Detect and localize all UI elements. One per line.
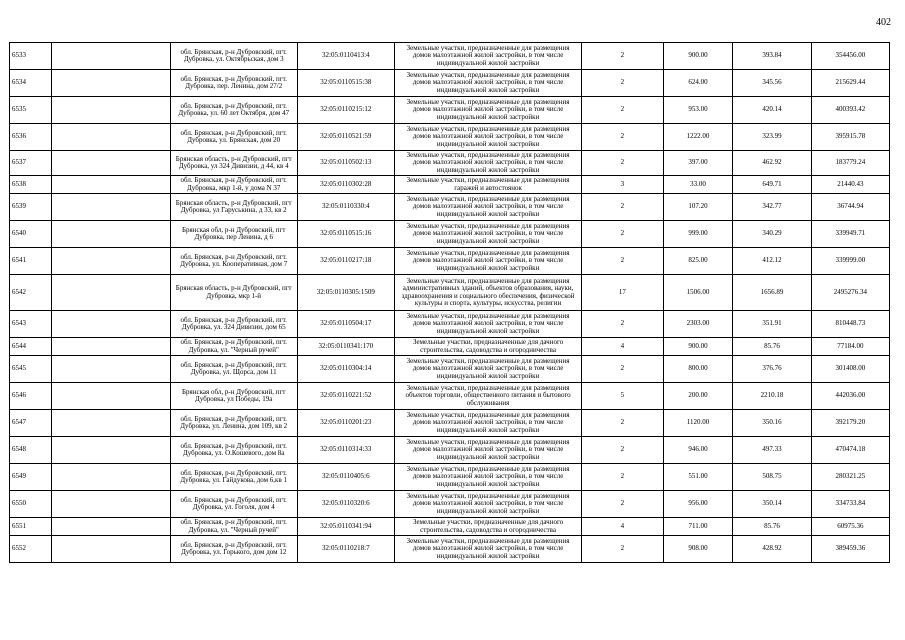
empty-cell [52, 248, 170, 275]
row-number: 6551 [10, 518, 52, 536]
specific-value-cell: 1656.89 [733, 275, 811, 311]
group-code-cell: 2 [582, 97, 663, 124]
empty-cell [52, 221, 170, 248]
area-cell: 999.00 [663, 221, 733, 248]
cadastral-value-cell: 400393.42 [811, 97, 889, 124]
empty-cell [52, 356, 170, 383]
area-cell: 711.00 [663, 518, 733, 536]
area-cell: 200.00 [663, 383, 733, 410]
cadastral-number-cell: 32:05:0110341:170 [297, 338, 394, 356]
group-code-cell: 2 [582, 151, 663, 176]
cadastral-number-cell: 32:05:0110217:18 [297, 248, 394, 275]
cadastral-value-cell: 215629.44 [811, 70, 889, 97]
address-cell: Брянская область, р-н Дубровский, пгт Дубровка, ул 324 Дивизии, д 44, кв 4 [170, 151, 297, 176]
specific-value-cell: 420.14 [733, 97, 811, 124]
table-row [10, 124, 890, 151]
specific-value-cell: 508.75 [733, 464, 811, 491]
specific-value-cell: 351.91 [733, 311, 811, 338]
area-cell: 624.00 [663, 70, 733, 97]
cadastral-number-cell: 32:05:0110341:94 [297, 518, 394, 536]
row-number: 6550 [10, 491, 52, 518]
land-use-cell: Земельные участки, предназначенные для размещения домов малоэтажной жилой застройки, в том числе индивидуальной жилой застройки [394, 464, 581, 491]
land-use-cell: Земельные участки, предназначенные для размещения домов малоэтажной жилой застройки, в том числе индивидуальной жилой застройки [394, 491, 581, 518]
group-code-cell: 2 [582, 311, 663, 338]
empty-cell [52, 43, 170, 70]
group-code-cell: 2 [582, 410, 663, 437]
cadastral-number-cell: 32:05:0110330:4 [297, 194, 394, 221]
cadastral-number-cell: 32:05:0110218:7 [297, 536, 394, 563]
address-cell: обл. Брянская, р-н Дубровский, пгт. Дубровка, ул. Ленина, дом 109, кв 2 [170, 410, 297, 437]
area-cell: 33.00 [663, 176, 733, 194]
table-row [10, 491, 890, 518]
address-cell: Брянская обл, р-н Дубровский, пгт Дубровка, ул Победы, 19а [170, 383, 297, 410]
cadastral-value-cell: 470474.18 [811, 437, 889, 464]
table-row [10, 97, 890, 124]
land-use-cell: Земельные участки, предназначенные для размещения домов малоэтажной жилой застройки, в том числе индивидуальной жилой застройки [394, 356, 581, 383]
group-code-cell: 2 [582, 437, 663, 464]
area-cell: 800.00 [663, 356, 733, 383]
specific-value-cell: 376.76 [733, 356, 811, 383]
cadastral-number-cell: 32:05:0110521:59 [297, 124, 394, 151]
table-row [10, 356, 890, 383]
area-cell: 2303.00 [663, 311, 733, 338]
row-number: 6548 [10, 437, 52, 464]
cadastral-value-cell: 339949.71 [811, 221, 889, 248]
group-code-cell: 2 [582, 491, 663, 518]
table-row [10, 410, 890, 437]
table-row [10, 464, 890, 491]
area-cell: 825.00 [663, 248, 733, 275]
cadastral-value-cell: 339999.00 [811, 248, 889, 275]
land-use-cell: Земельные участки, предназначенные для размещения домов малоэтажной жилой застройки, в том числе индивидуальной жилой застройки [394, 97, 581, 124]
empty-cell [52, 464, 170, 491]
row-number: 6542 [10, 275, 52, 311]
cadastral-number-cell: 32:05:0110201:23 [297, 410, 394, 437]
table-row [10, 383, 890, 410]
area-cell: 1222.00 [663, 124, 733, 151]
specific-value-cell: 340.29 [733, 221, 811, 248]
row-number: 6545 [10, 356, 52, 383]
group-code-cell: 17 [582, 275, 663, 311]
address-cell: обл. Брянская, р-н Дубровский, пгт. Дубровка, мкр 1-й, у дома N 37 [170, 176, 297, 194]
table-row [10, 176, 890, 194]
land-use-cell: Земельные участки, предназначенные для размещения домов малоэтажной жилой застройки, в том числе индивидуальной жилой застройки [394, 221, 581, 248]
cadastral-value-cell: 301408.00 [811, 356, 889, 383]
land-use-cell: Земельные участки, предназначенные для размещения домов малоэтажной жилой застройки, в том числе индивидуальной жилой застройки [394, 70, 581, 97]
address-cell: обл. Брянская, р-н Дубровский, пгт. Дубровка, ул. Брянская, дом 20 [170, 124, 297, 151]
cadastral-number-cell: 32:05:0110221:52 [297, 383, 394, 410]
row-number: 6533 [10, 43, 52, 70]
specific-value-cell: 462.92 [733, 151, 811, 176]
empty-cell [52, 338, 170, 356]
cadastral-value-cell: 389459.36 [811, 536, 889, 563]
cadastral-number-cell: 32:05:0110515:16 [297, 221, 394, 248]
group-code-cell: 5 [582, 383, 663, 410]
group-code-cell: 2 [582, 70, 663, 97]
address-cell: Брянская обл, р-н Дубровский, пгт Дубровка, пер Ленина, д 6 [170, 221, 297, 248]
table-row [10, 221, 890, 248]
empty-cell [52, 518, 170, 536]
group-code-cell: 4 [582, 518, 663, 536]
empty-cell [52, 311, 170, 338]
address-cell: обл. Брянская, р-н Дубровский, пгт. Дубровка, ул. "Черный ручей" [170, 518, 297, 536]
address-cell: Брянская область, р-н Дубровский, пгт Дубровка, мкр 1-й [170, 275, 297, 311]
empty-cell [52, 176, 170, 194]
cadastral-value-cell: 334733.84 [811, 491, 889, 518]
row-number: 6547 [10, 410, 52, 437]
cadastral-value-cell: 21440.43 [811, 176, 889, 194]
cadastral-number-cell: 32:05:0110320:6 [297, 491, 394, 518]
group-code-cell: 2 [582, 221, 663, 248]
table-row [10, 194, 890, 221]
area-cell: 551.00 [663, 464, 733, 491]
specific-value-cell: 393.84 [733, 43, 811, 70]
specific-value-cell: 85.76 [733, 518, 811, 536]
row-number: 6552 [10, 536, 52, 563]
row-number: 6536 [10, 124, 52, 151]
group-code-cell: 2 [582, 248, 663, 275]
address-cell: обл. Брянская, р-н Дубровский, пгт. Дубровка, ул. О.Кошевого, дом 8а [170, 437, 297, 464]
land-use-cell: Земельные участки, предназначенные для размещения домов малоэтажной жилой застройки, в том числе индивидуальной жилой застройки [394, 43, 581, 70]
specific-value-cell: 2210.18 [733, 383, 811, 410]
group-code-cell: 2 [582, 536, 663, 563]
specific-value-cell: 649.71 [733, 176, 811, 194]
address-cell: обл. Брянская, р-н Дубровский, пгт. Дубровка, пер. Ленина, дом 27/2 [170, 70, 297, 97]
land-use-cell: Земельные участки, предназначенные для дачного строительства, садоводства и огородничества [394, 518, 581, 536]
address-cell: обл. Брянская, р-н Дубровский, пгт. Дубровка, ул. 324 Дивизии, дом 65 [170, 311, 297, 338]
table-row [10, 43, 890, 70]
land-use-cell: Земельные участки, предназначенные для размещения объектов торговли, общественного питания и бытового обслуживания [394, 383, 581, 410]
land-use-cell: Земельные участки, предназначенные для размещения административных зданий, объектов образования, науки, здравоохранения и социального обеспечения, физической культуры и спорта, культуры, искусства, религии [394, 275, 581, 311]
address-cell: обл. Брянская, р-н Дубровский, пгт. Дубровка, ул. "Черный ручей" [170, 338, 297, 356]
area-cell: 397.00 [663, 151, 733, 176]
table-row [10, 518, 890, 536]
empty-cell [52, 124, 170, 151]
address-cell: обл. Брянская, р-н Дубровский, пгт. Дубровка, ул. Октябрьская, дом 3 [170, 43, 297, 70]
table-row [10, 248, 890, 275]
table-row [10, 338, 890, 356]
specific-value-cell: 342.77 [733, 194, 811, 221]
group-code-cell: 2 [582, 464, 663, 491]
group-code-cell: 2 [582, 194, 663, 221]
row-number: 6535 [10, 97, 52, 124]
row-number: 6539 [10, 194, 52, 221]
table-row [10, 536, 890, 563]
cadastral-number-cell: 32:05:0110504:17 [297, 311, 394, 338]
cadastral-value-cell: 442036.00 [811, 383, 889, 410]
row-number: 6541 [10, 248, 52, 275]
specific-value-cell: 350.16 [733, 410, 811, 437]
cadastral-number-cell: 32:05:0110314:33 [297, 437, 394, 464]
cadastral-number-cell: 32:05:0110305:1509 [297, 275, 394, 311]
cadastral-value-cell: 392179.20 [811, 410, 889, 437]
land-use-cell: Земельные участки, предназначенные для размещения домов малоэтажной жилой застройки, в том числе индивидуальной жилой застройки [394, 437, 581, 464]
table-row [10, 151, 890, 176]
table-body [10, 43, 890, 563]
land-use-cell: Земельные участки, предназначенные для размещения домов малоэтажной жилой застройки, в том числе индивидуальной жилой застройки [394, 536, 581, 563]
cadastral-value-cell: 183779.24 [811, 151, 889, 176]
group-code-cell: 2 [582, 43, 663, 70]
land-use-cell: Земельные участки, предназначенные для размещения домов малоэтажной жилой застройки, в том числе индивидуальной жилой застройки [394, 248, 581, 275]
table-row [10, 275, 890, 311]
land-use-cell: Земельные участки, предназначенные для дачного строительства, садоводства и огородничества [394, 338, 581, 356]
row-number: 6549 [10, 464, 52, 491]
cadastral-number-cell: 32:05:0110502:13 [297, 151, 394, 176]
empty-cell [52, 97, 170, 124]
area-cell: 1120.00 [663, 410, 733, 437]
cadastral-value-cell: 77184.00 [811, 338, 889, 356]
empty-cell [52, 410, 170, 437]
row-number: 6543 [10, 311, 52, 338]
row-number: 6538 [10, 176, 52, 194]
group-code-cell: 4 [582, 338, 663, 356]
address-cell: обл. Брянская, р-н Дубровский, пгт. Дубровка, ул. Гоголя, дом 4 [170, 491, 297, 518]
empty-cell [52, 151, 170, 176]
address-cell: обл. Брянская, р-н Дубровский, пгт. Дубровка, ул. Гайдукова, дом 6,кв 1 [170, 464, 297, 491]
group-code-cell: 2 [582, 124, 663, 151]
cadastral-value-cell: 810448.73 [811, 311, 889, 338]
empty-cell [52, 275, 170, 311]
empty-cell [52, 536, 170, 563]
cadastral-number-cell: 32:05:0110304:14 [297, 356, 394, 383]
cadastral-value-cell: 395915.78 [811, 124, 889, 151]
land-use-cell: Земельные участки, предназначенные для размещения гаражей и автостоянок [394, 176, 581, 194]
empty-cell [52, 383, 170, 410]
area-cell: 107.20 [663, 194, 733, 221]
land-use-cell: Земельные участки, предназначенные для размещения домов малоэтажной жилой застройки, в том числе индивидуальной жилой застройки [394, 151, 581, 176]
specific-value-cell: 85.76 [733, 338, 811, 356]
land-use-cell: Земельные участки, предназначенные для размещения домов малоэтажной жилой застройки, в том числе индивидуальной жилой застройки [394, 124, 581, 151]
row-number: 6537 [10, 151, 52, 176]
row-number: 6540 [10, 221, 52, 248]
address-cell: обл. Брянская, р-н Дубровский, пгт. Дубровка, ул. Горького, дом дом 12 [170, 536, 297, 563]
page-number: 402 [876, 17, 891, 28]
cadastral-number-cell: 32:05:0110515:38 [297, 70, 394, 97]
area-cell: 900.00 [663, 338, 733, 356]
group-code-cell: 3 [582, 176, 663, 194]
cadastral-number-cell: 32:05:0110413:4 [297, 43, 394, 70]
area-cell: 953.00 [663, 97, 733, 124]
table-row [10, 437, 890, 464]
cadastral-value-cell: 280321.25 [811, 464, 889, 491]
address-cell: обл. Брянская, р-н Дубровский, пгт. Дубровка, ул. Щорса, дом 11 [170, 356, 297, 383]
land-register-table [9, 42, 890, 563]
row-number: 6534 [10, 70, 52, 97]
group-code-cell: 2 [582, 356, 663, 383]
area-cell: 956.00 [663, 491, 733, 518]
land-use-cell: Земельные участки, предназначенные для размещения домов малоэтажной жилой застройки, в том числе индивидуальной жилой застройки [394, 410, 581, 437]
cadastral-value-cell: 354456.00 [811, 43, 889, 70]
row-number: 6544 [10, 338, 52, 356]
land-use-cell: Земельные участки, предназначенные для размещения домов малоэтажной жилой застройки, в том числе индивидуальной жилой застройки [394, 311, 581, 338]
address-cell: обл. Брянская, р-н Дубровский, пгт. Дубровка, ул. 60 лет Октября, дом 47 [170, 97, 297, 124]
cadastral-value-cell: 2495276.34 [811, 275, 889, 311]
specific-value-cell: 428.92 [733, 536, 811, 563]
table-row [10, 311, 890, 338]
area-cell: 1506.00 [663, 275, 733, 311]
specific-value-cell: 323.99 [733, 124, 811, 151]
cadastral-number-cell: 32:05:0110302:28 [297, 176, 394, 194]
cadastral-number-cell: 32:05:0110405:6 [297, 464, 394, 491]
specific-value-cell: 497.33 [733, 437, 811, 464]
address-cell: обл. Брянская, р-н Дубровский, пгт. Дубровка, ул. Кооперативная, дом 7 [170, 248, 297, 275]
row-number: 6546 [10, 383, 52, 410]
empty-cell [52, 491, 170, 518]
land-use-cell: Земельные участки, предназначенные для размещения домов малоэтажной жилой застройки, в том числе индивидуальной жилой застройки [394, 194, 581, 221]
table-row [10, 70, 890, 97]
empty-cell [52, 70, 170, 97]
area-cell: 900.00 [663, 43, 733, 70]
specific-value-cell: 412.12 [733, 248, 811, 275]
area-cell: 946.00 [663, 437, 733, 464]
specific-value-cell: 345.56 [733, 70, 811, 97]
empty-cell [52, 437, 170, 464]
cadastral-number-cell: 32:05:0110215:12 [297, 97, 394, 124]
specific-value-cell: 350.14 [733, 491, 811, 518]
cadastral-value-cell: 60975.36 [811, 518, 889, 536]
cadastral-value-cell: 36744.94 [811, 194, 889, 221]
address-cell: Брянская область, р-н Дубровский, пгт Дубровка, ул Гаруськина, д 33, кв 2 [170, 194, 297, 221]
empty-cell [52, 194, 170, 221]
area-cell: 908.00 [663, 536, 733, 563]
